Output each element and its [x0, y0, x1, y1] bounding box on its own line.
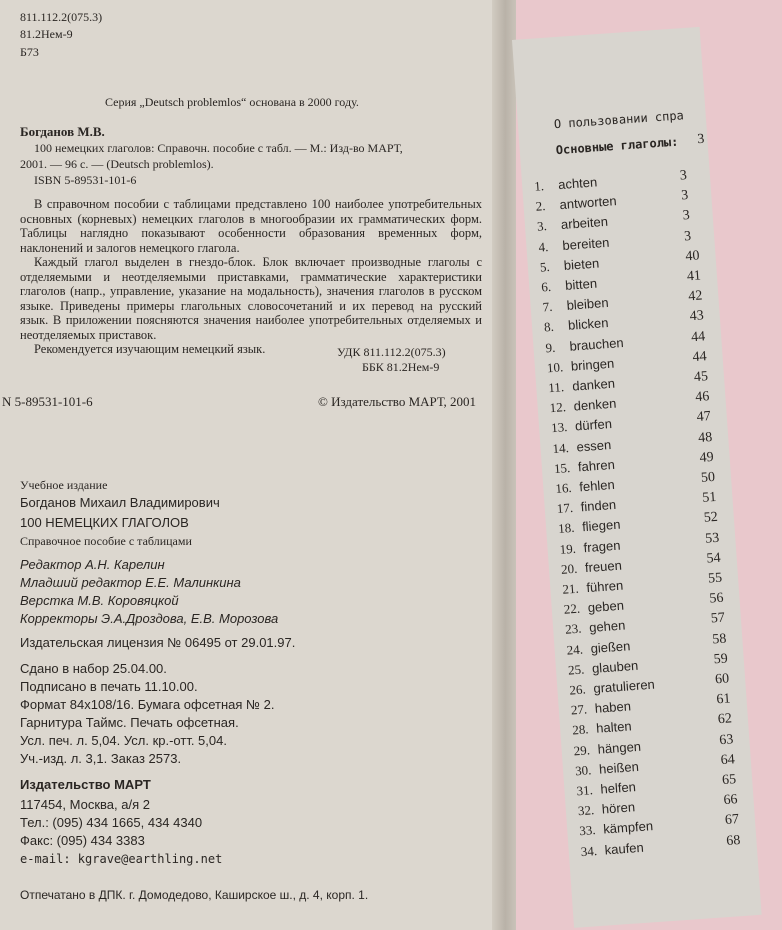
toc-entry-page: 55 — [707, 570, 723, 587]
toc-entry-verb: achten — [557, 174, 598, 193]
toc-entry-number: 16. — [554, 479, 573, 497]
toc-entry-page: 41 — [686, 268, 702, 285]
toc-entry-number: 10. — [546, 359, 564, 376]
editor: Редактор А.Н. Карелин — [20, 557, 165, 572]
toc-entry-verb: fehlen — [578, 476, 616, 495]
toc-entry-number: 22. — [563, 600, 581, 617]
junior-editor: Младший редактор Е.Е. Малинкина — [20, 575, 241, 590]
toc-entry-verb: antworten — [559, 193, 618, 213]
toc-entry-verb: danken — [571, 375, 616, 394]
toc-entry-number: 26. — [568, 681, 587, 698]
toc-entry-number: 23. — [564, 620, 582, 638]
toc-entry-number: 11. — [547, 379, 565, 396]
udk-index: УДК 811.112.2(075.3) — [337, 345, 446, 359]
toc-entry-verb: hören — [601, 799, 636, 817]
toc-entry-number: 18. — [557, 520, 575, 537]
toc-entry-number: 8. — [543, 319, 555, 335]
classification-bbk: 81.2Нем-9 — [20, 27, 73, 41]
toc-entry-verb: bitten — [564, 275, 598, 293]
toc-entry-page: 49 — [699, 449, 715, 466]
toc-entry-page: 43 — [689, 308, 705, 325]
toc-entry-verb: heißen — [598, 758, 640, 777]
toc-entry-number: 20. — [560, 560, 578, 577]
bib-line-2: 2001. — 96 с. — (Deutsch problemlos). — [20, 157, 214, 171]
print-sheets: Усл. печ. л. 5,04. Усл. кр.-отт. 5,04. — [20, 733, 227, 748]
toc-entry-page: 44 — [692, 349, 708, 365]
toc-entry-verb: arbeiten — [560, 214, 609, 233]
toc-entry-page: 44 — [690, 328, 706, 345]
toc-entry-number: 3. — [536, 218, 548, 235]
toc-entry-page: 53 — [704, 530, 720, 547]
toc-entry-number: 34. — [580, 842, 598, 859]
toc-entry-verb: dürfen — [574, 416, 613, 434]
toc-entry-verb: führen — [585, 577, 624, 596]
toc-entry-verb: fahren — [577, 456, 616, 475]
bib-author: Богданов М.В. — [20, 124, 105, 139]
toc-entry-number: 14. — [552, 439, 570, 456]
toc-entry-number: 31. — [576, 782, 594, 799]
copyright: © Издательство МАРТ, 2001 — [318, 394, 477, 409]
toc-entry-verb: fragen — [583, 537, 621, 555]
toc-entry-number: 24. — [566, 641, 584, 658]
isbn-cut: N 5-89531-101-6 — [2, 394, 93, 409]
toc-entry-number: 29. — [573, 741, 591, 759]
toc-entry-number: 12. — [549, 399, 567, 416]
toc-entry-verb: essen — [575, 436, 612, 455]
toc-entry-verb: haben — [594, 698, 632, 717]
toc-entry-verb: hängen — [597, 738, 642, 757]
toc-entry-number: 9. — [545, 339, 556, 355]
address: 117454, Москва, а/я 2 — [20, 797, 150, 812]
toc-entry-number: 1. — [533, 178, 545, 194]
toc-entry-page: 46 — [694, 389, 710, 406]
book-spine — [492, 0, 516, 930]
toc-entry-page: 68 — [725, 832, 741, 849]
toc-entry-number: 30. — [574, 762, 592, 779]
toc-entry-verb: blicken — [567, 315, 609, 334]
font-info: Гарнитура Таймс. Печать офсетная. — [20, 715, 239, 730]
toc-entry-number: 25. — [567, 661, 585, 678]
toc-entry-page: 56 — [708, 590, 724, 607]
author-full: Богданов Михаил Владимирович — [20, 495, 220, 510]
book-subtitle: Справочное пособие с таблицами — [20, 534, 192, 548]
abstract-paragraph-2: Каждый глагол выделен в гнездо-блок. Блок включает производные глаголы с отделяемыми и неотделяемыми приставками, грамматические характеристики глаголов (напр., управление, указание на модальность), значения глаголов в русском языке. Приведены примеры глагольных словосочетаний и их перевод на русский язык. В приложении поясняются значения наиболее употребительных отделяемых и неотделяемых приставок. — [20, 255, 482, 342]
toc-entry-page: 47 — [696, 409, 712, 426]
toc-entry-page: 40 — [685, 248, 701, 265]
abstract-paragraph-3: Рекомендуется изучающим немецкий язык. — [34, 342, 266, 356]
publisher: Издательство МАРТ — [20, 777, 151, 792]
toc-entry-verb: gratulieren — [592, 676, 656, 696]
toc-entry-number: 4. — [537, 238, 549, 255]
toc-entry-verb: halten — [595, 718, 633, 737]
toc-entry-page: 60 — [714, 671, 730, 688]
fax: Факс: (095) 434 3383 — [20, 833, 145, 848]
toc-entry-page: 66 — [723, 792, 739, 809]
toc-entry-verb: denken — [573, 395, 617, 414]
toc-entry-page: 42 — [687, 288, 703, 305]
toc-entry-verb: bereiten — [561, 234, 610, 253]
toc-entry-page: 67 — [724, 812, 740, 829]
toc-entry-verb: geben — [587, 597, 625, 616]
toc-entry-number: 32. — [577, 802, 595, 819]
layout-credit: Верстка М.В. Коровяцкой — [20, 593, 179, 608]
toc-entry-page: 59 — [713, 651, 729, 668]
toc-entry-page: 58 — [711, 631, 727, 648]
toc-entry-verb: finden — [580, 497, 617, 515]
toc-entry-verb: kaufen — [604, 839, 645, 858]
toc-entry-page: 62 — [717, 711, 733, 728]
toc-heading-page: 3 — [696, 131, 705, 148]
toc-entry-verb: glauben — [591, 657, 639, 676]
proofreaders: Корректоры Э.А.Дроздова, Е.В. Морозова — [20, 611, 279, 626]
classification-udk: 811.112.2(075.3) — [20, 10, 103, 24]
toc-entry-number: 13. — [550, 419, 568, 436]
toc-entry-page: 50 — [700, 469, 716, 486]
toc-entry-number: 17. — [556, 500, 574, 517]
toc-entry-number: 6. — [540, 278, 552, 295]
series-note: Серия „Deutsch problemlos“ основана в 2000 году. — [105, 95, 359, 109]
toc-entry-verb: bieten — [563, 255, 600, 273]
toc-entry-verb: bringen — [570, 355, 615, 374]
toc-entry-verb: kämpfen — [602, 818, 654, 837]
toc-entry-number: 27. — [570, 701, 588, 718]
toc-entry-number: 2. — [535, 198, 546, 214]
toc-verb-list — [530, 166, 770, 897]
toc-entry-page: 3 — [679, 168, 688, 184]
toc-entry-page: 51 — [701, 490, 717, 507]
phone: Тел.: (095) 434 1665, 434 4340 — [20, 815, 203, 830]
toc-entry-number: 28. — [571, 721, 590, 738]
toc-entry-page: 3 — [682, 208, 691, 224]
toc-entry-verb: gehen — [588, 617, 626, 636]
toc-entry-page: 65 — [721, 772, 737, 789]
bib-isbn: ISBN 5-89531-101-6 — [34, 173, 137, 187]
toc-entry-verb: bleiben — [566, 295, 610, 314]
toc-entry-number: 33. — [578, 822, 597, 839]
toc-entry-page: 45 — [693, 369, 709, 386]
toc-entry-verb: helfen — [599, 779, 637, 797]
toc-entry-number: 15. — [553, 459, 571, 476]
author-code: Б73 — [20, 45, 39, 59]
book-title: 100 НЕМЕЦКИХ ГЛАГОЛОВ — [20, 515, 189, 530]
right-page — [512, 27, 762, 928]
printed-by: Отпечатано в ДПК. г. Домодедово, Каширское ш., д. 4, корп. 1. — [20, 888, 369, 902]
toc-entry-page: 3 — [680, 188, 689, 204]
toc-entry-number: 5. — [539, 258, 551, 275]
toc-entry-number: 21. — [561, 580, 580, 597]
toc-entry-verb: brauchen — [568, 334, 625, 354]
toc-entry-page: 61 — [716, 691, 732, 708]
toc-entry-verb: freuen — [584, 557, 623, 575]
toc-entry-verb: gießen — [590, 637, 631, 656]
toc-entry-page: 64 — [720, 752, 736, 768]
email: e-mail: kgrave@earthling.net — [20, 852, 223, 866]
toc-entry-verb: fliegen — [581, 517, 621, 535]
bbk-index: ББК 81.2Нем-9 — [362, 360, 440, 374]
toc-entry-page: 3 — [683, 228, 692, 245]
license: Издательская лицензия № 06495 от 29.01.97. — [20, 635, 296, 650]
toc-heading-usage: О пользовании спра — [553, 108, 685, 132]
toc-entry-number: 19. — [559, 540, 577, 557]
toc-entry-page: 63 — [718, 731, 734, 748]
abstract — [20, 197, 482, 357]
toc-entry-page: 52 — [703, 510, 719, 527]
toc-heading-verbs: Основные глаголы: — [555, 134, 679, 158]
typeset-date: Сдано в набор 25.04.00. — [20, 661, 167, 676]
abstract-paragraph-1: В справочном пособии с таблицами представлено 100 наиболее употребительных основных (корневых) немецких глаголов в многообразии их грамматических форм. Таблицы наглядно показывают особенности образования временных форм, наклонений и залогов немецкого глагола. — [20, 197, 482, 255]
toc-entry-page: 48 — [697, 429, 713, 446]
signed-date: Подписано в печать 11.10.00. — [20, 679, 198, 694]
edition-type: Учебное издание — [20, 478, 108, 492]
toc-entry-page: 54 — [706, 550, 722, 567]
format: Формат 84x108/16. Бумага офсетная № 2. — [20, 697, 275, 712]
bib-line-1: 100 немецких глаголов: Справочн. пособие с табл. — М.: Изд-во МАРТ, — [34, 141, 403, 155]
toc-entry-number: 7. — [542, 299, 553, 315]
toc-entry-page: 57 — [710, 610, 726, 627]
pub-sheets: Уч.-изд. л. 3,1. Заказ 2573. — [20, 751, 182, 766]
